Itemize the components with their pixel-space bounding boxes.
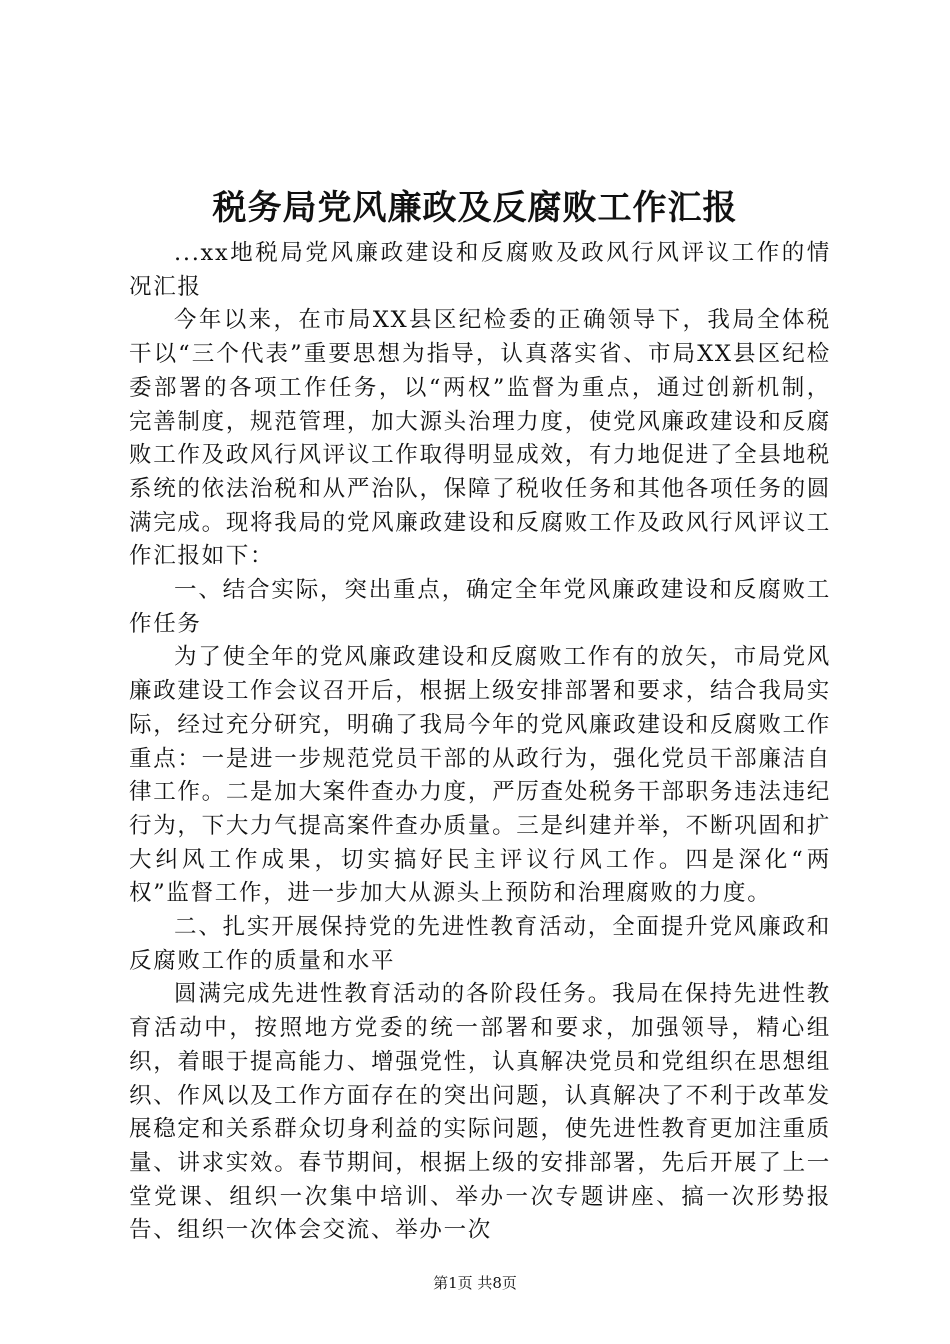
intro-paragraph: ...xx地税局党风廉政建设和反腐败及政风行风评议工作的情况汇报 bbox=[129, 240, 831, 300]
page-number-footer: 第1页 共8页 bbox=[433, 1274, 517, 1292]
document-title: 税务局党风廉政及反腐败工作汇报 bbox=[212, 188, 738, 228]
document-body bbox=[129, 237, 831, 1248]
section-heading: 一、结合实际，突出重点，确定全年党风廉政建设和反腐败工作任务 bbox=[129, 577, 831, 637]
section-heading: 二、扎实开展保持党的先进性教育活动，全面提升党风廉政和反腐败工作的质量和水平 bbox=[129, 914, 831, 974]
body-paragraph: 今年以来，在市局XX县区纪检委的正确领导下，我局全体税干以“三个代表”重要思想为指导，认真落实省、市局XX县区纪检委部署的各项工作任务，以“两权”监督为重点，通过创新机制，完善制度，规范管理，加大源头治理力度，使党风廉政建设和反腐败工作及政风行风评议工作取得明显成效，有力地促进了全县地税系统的依法治税和从严治队，保障了税收任务和其他各项任务的圆满完成。现将我局的党风廉政建设和反腐败工作及政风行风评议工作汇报如下： bbox=[129, 307, 831, 570]
body-paragraph: 为了使全年的党风廉政建设和反腐败工作有的放矢，市局党风廉政建设工作会议召开后，根据上级安排部署和要求，结合我局实际，经过充分研究，明确了我局今年的党风廉政建设和反腐败工作重点：一是进一步规范党员干部的从政行为，强化党员干部廉洁自律工作。二是加大案件查办力度，严厉查处税务干部职务违法违纪行为，下大力气提高案件查办质量。三是纠建并举，不断巩固和扩大纠风工作成果，切实搞好民主评议行风工作。四是深化“两权”监督工作，进一步加大从源头上预防和治理腐败的力度。 bbox=[129, 644, 831, 907]
body-paragraph: 圆满完成先进性教育活动的各阶段任务。我局在保持先进性教育活动中，按照地方党委的统一部署和要求，加强领导，精心组织，着眼于提高能力、增强党性，认真解决党员和党组织在思想组织、作风以及工作方面存在的突出问题，认真解决了不利于改革发展稳定和关系群众切身利益的实际问题，使先进性教育更加注重质量、讲求实效。春节期间，根据上级的安排部署，先后开展了上一堂党课、组织一次集中培训、举办一次专题讲座、搞一次形势报告、组织一次体会交流、举办一次 bbox=[129, 981, 831, 1244]
